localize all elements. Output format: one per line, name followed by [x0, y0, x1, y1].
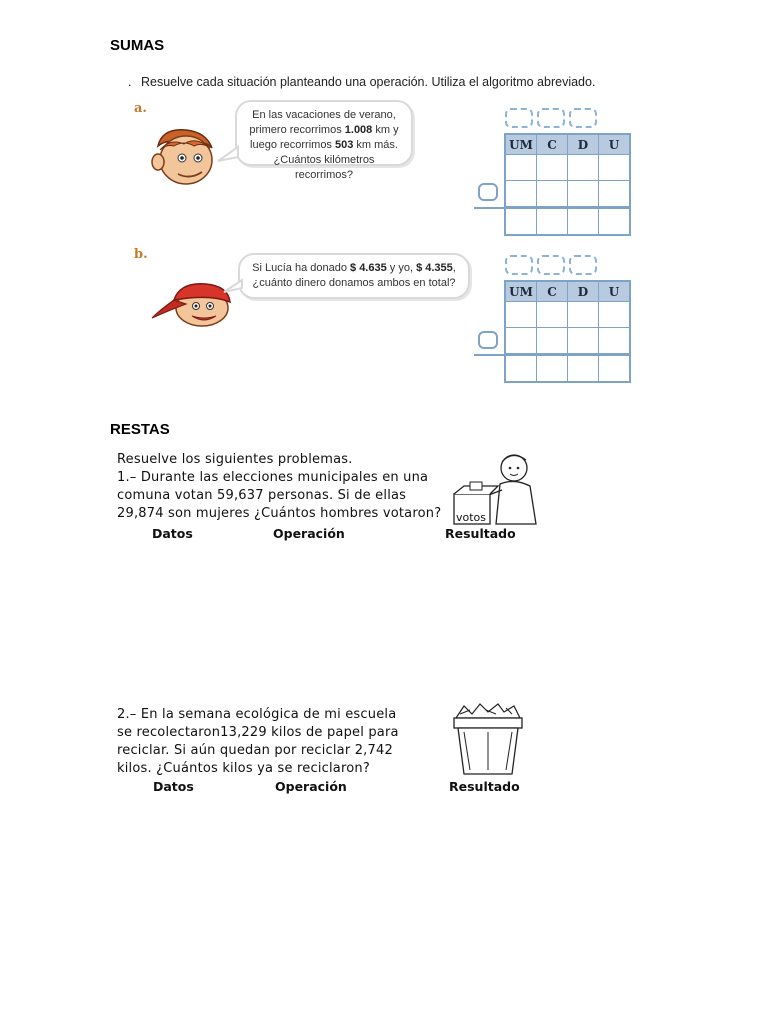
grid-header-u: U	[599, 281, 631, 302]
grid-cell[interactable]	[505, 328, 537, 355]
operacion-label-2: Operación	[275, 779, 347, 794]
grid-cell[interactable]	[537, 208, 568, 236]
problem-2-line-3: reciclar. Si aún quedan por reciclar 2,742	[117, 743, 393, 758]
grid-cell[interactable]	[568, 328, 599, 355]
boy-face-icon	[148, 124, 220, 188]
grid-header-c: C	[537, 281, 568, 302]
paper-bin-icon	[450, 702, 526, 776]
grid-cell[interactable]	[537, 328, 568, 355]
grid-cell[interactable]	[599, 208, 631, 236]
bubble-a-line-1: En las vacaciones de verano,	[252, 109, 396, 121]
instruction-bullet: .	[128, 75, 132, 89]
datos-label-2: Datos	[153, 779, 194, 794]
operator-box-a[interactable]	[478, 183, 498, 201]
carry-box[interactable]	[505, 108, 533, 128]
instruction	[128, 75, 595, 89]
grid-cell[interactable]	[599, 328, 631, 355]
problem-b-letter: b.	[134, 247, 148, 262]
grid-cell[interactable]	[568, 302, 599, 328]
grid-header-um: UM	[505, 134, 537, 155]
grid-cell[interactable]	[568, 208, 599, 236]
problem-2-line-1: 2.– En la semana ecológica de mi escuela	[117, 707, 397, 722]
problem-1-line-1: 1.– Durante las elecciones municipales en una	[117, 470, 429, 485]
bubble-b-line-1: Si Lucía ha donado $ 4.635 y yo, $ 4.355,	[252, 262, 456, 274]
bubble-a-line-2: primero recorrimos 1.008 km y	[249, 124, 399, 136]
problem-1-line-3: 29,874 son mujeres ¿Cuántos hombres votaron?	[117, 506, 442, 521]
restas-intro: Resuelve los siguientes problemas.	[117, 452, 353, 467]
grid-cell[interactable]	[537, 181, 568, 208]
bubble-a-line-4: ¿Cuántos kilómetros recorrimos?	[273, 154, 375, 181]
operacion-label-1: Operación	[273, 526, 345, 541]
datos-label-1: Datos	[152, 526, 193, 541]
grid-cell[interactable]	[568, 181, 599, 208]
problem-a-letter: a.	[134, 101, 147, 116]
carry-boxes-b	[505, 255, 597, 275]
grid-cell[interactable]	[537, 302, 568, 328]
bubble-tail	[216, 145, 240, 165]
grid-cell[interactable]	[505, 208, 537, 236]
grid-cell[interactable]	[568, 155, 599, 181]
problem-2-line-2: se recolectaron13,229 kilos de papel para	[117, 725, 399, 740]
grid-cell[interactable]	[537, 355, 568, 383]
carry-box[interactable]	[569, 108, 597, 128]
bubble-tail	[222, 278, 244, 296]
resultado-label-1: Resultado	[445, 526, 516, 541]
place-value-grid-a	[504, 133, 631, 236]
sumas-title: SUMAS	[110, 37, 165, 54]
bubble-b-line-2: ¿cuánto dinero donamos ambos en total?	[252, 277, 456, 289]
grid-header-c: C	[537, 134, 568, 155]
grid-cell[interactable]	[599, 355, 631, 383]
ballot-label: votos	[456, 511, 487, 524]
operator-box-b[interactable]	[478, 331, 498, 349]
grid-header-d: D	[568, 134, 599, 155]
grid-cell[interactable]	[568, 355, 599, 383]
bubble-a-line-3: luego recorrimos 503 km más.	[250, 139, 398, 151]
carry-box[interactable]	[537, 108, 565, 128]
carry-boxes-a	[505, 108, 597, 128]
restas-title: RESTAS	[110, 421, 170, 438]
grid-header-u: U	[599, 134, 631, 155]
carry-box[interactable]	[537, 255, 565, 275]
grid-cell[interactable]	[599, 302, 631, 328]
grid-cell[interactable]	[505, 355, 537, 383]
grid-cell[interactable]	[599, 155, 631, 181]
sum-line-a	[474, 207, 506, 209]
restas-problem-2	[117, 706, 457, 778]
sum-line-b	[474, 354, 506, 356]
grid-header-d: D	[568, 281, 599, 302]
place-value-grid-b	[504, 280, 631, 383]
carry-box[interactable]	[505, 255, 533, 275]
speech-bubble-b	[238, 253, 470, 299]
speech-bubble-a	[235, 100, 413, 181]
problem-2-line-4: kilos. ¿Cuántos kilos ya se reciclaron?	[117, 761, 370, 776]
grid-cell[interactable]	[505, 155, 537, 181]
problem-1-line-2: comuna votan 59,637 personas. Si de ellas	[117, 488, 407, 503]
restas-problem-1	[117, 451, 457, 523]
instruction-text: Resuelve cada situación planteando una operación. Utiliza el algoritmo abreviado.	[140, 75, 596, 89]
grid-cell[interactable]	[505, 302, 537, 328]
grid-cell[interactable]	[505, 181, 537, 208]
resultado-label-2: Resultado	[449, 779, 520, 794]
grid-cell[interactable]	[599, 181, 631, 208]
grid-cell[interactable]	[537, 155, 568, 181]
grid-header-um: UM	[505, 281, 537, 302]
carry-box[interactable]	[569, 255, 597, 275]
